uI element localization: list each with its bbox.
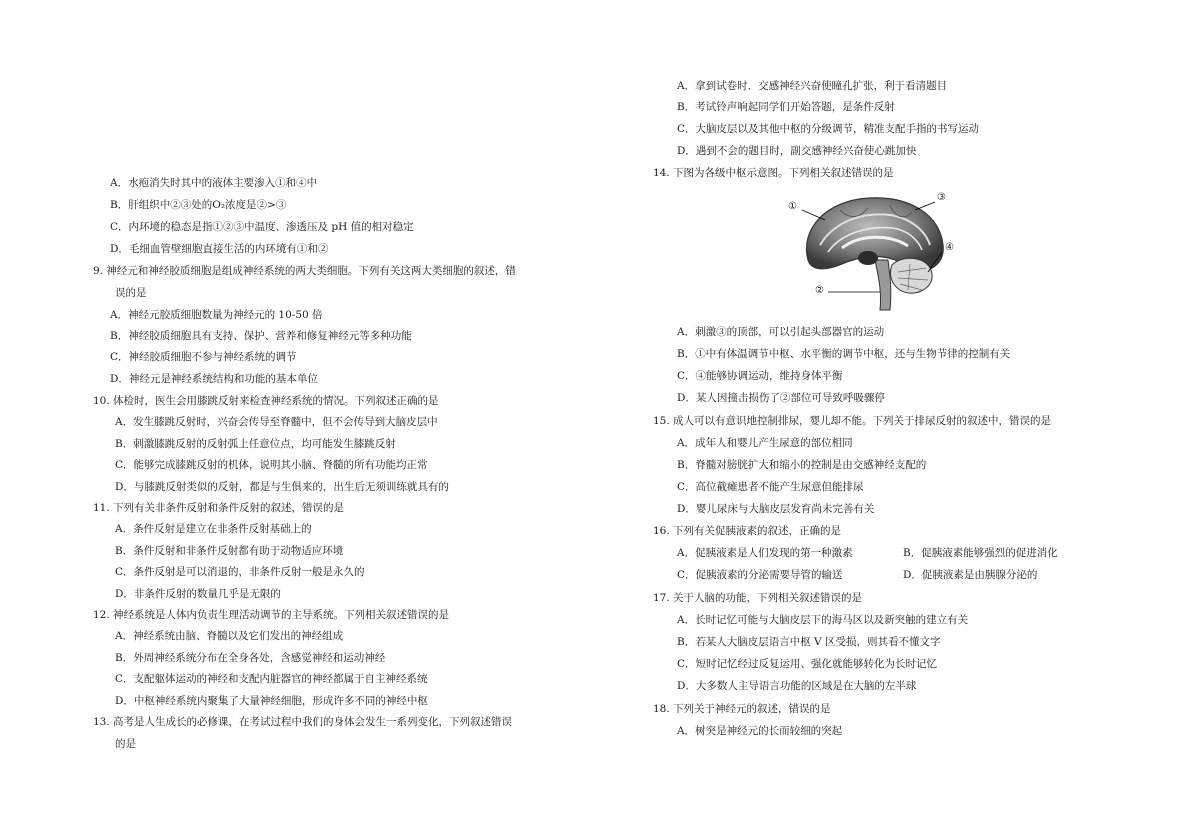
q12-option-c: C．支配躯体运动的神经和支配内脏器官的神经都属于自主神经系统 [115,673,428,685]
q15-option-a: A．成年人和婴儿产生尿意的部位相同 [677,437,853,449]
q14-option-c: C．④能够协调运动，维持身体平衡 [677,370,843,382]
q15-option-d: D．婴儿尿床与大脑皮层发育尚未完善有关 [677,503,875,515]
brain-label-3: ③ [937,192,946,203]
q15-option-b: B．脊髓对膀胱扩大和缩小的控制是由交感神经支配的 [677,459,927,471]
q17-option-a: A．长时记忆可能与大脑皮层下的海马区以及新突触的建立有关 [677,614,969,626]
q14-stem: 14. 下图为各级中枢示意图。下列相关叙述错误的是 [653,167,894,179]
q16-option-c: C．促胰液素的分泌需要导管的输送 [677,569,843,581]
q11-option-b: B．条件反射和非条件反射都有助于动物适应环境 [115,545,344,557]
q11-stem: 11. 下列有关非条件反射和条件反射的叙述，错误的是 [93,502,345,514]
q11-option-d: D．非条件反射的数量几乎是无限的 [115,588,281,600]
q8-option-a: A．水疱消失时其中的液体主要渗入①和④中 [110,177,318,189]
brain-label-4: ④ [945,242,954,253]
q16-option-a: A．促胰液素是人们发现的第一种激素 [677,547,853,559]
q9-option-d: D．神经元是神经系统结构和功能的基本单位 [110,373,318,385]
q9-stem-cont: 误的是 [115,287,147,299]
q10-option-d: D．与膝跳反射类似的反射，都是与生俱来的，出生后无须训练就具有的 [115,481,449,493]
q12-option-a: A．神经系统由脑、脊髓以及它们发出的神经组成 [115,630,344,642]
q11-option-c: C．条件反射是可以消退的，非条件反射一般是永久的 [115,566,365,578]
q10-option-c: C．能够完成膝跳反射的机体，说明其小脑、脊髓的所有功能均正常 [115,459,428,471]
q14-option-b: B．①中有体温调节中枢、水平衡的调节中枢，还与生物节律的控制有关 [677,348,1011,360]
brain-label-2: ② [815,285,824,296]
q9-option-c: C．神经胶质细胞不参与神经系统的调节 [110,351,297,363]
q16-option-b: B．促胰液素能够强烈的促进消化 [903,547,1058,559]
q13-stem: 13. 高考是人生成长的必修课，在考试过程中我们的身体会发生一系列变化，下列叙述错误 [93,716,513,728]
q11-option-a: A．条件反射是建立在非条件反射基础上的 [115,523,312,535]
q10-stem: 10. 体检时，医生会用膝跳反射来检查神经系统的情况。下列叙述正确的是 [93,395,439,407]
q15-stem: 15. 成人可以有意识地控制排尿，婴儿却不能。下列关于排尿反射的叙述中，错误的是 [653,415,1052,427]
q13-option-d: D．遇到不会的题目时，副交感神经兴奋使心跳加快 [677,145,917,157]
q10-option-b: B．刺激膝跳反射的反射弧上任意位点，均可能发生膝跳反射 [115,438,396,450]
q14-option-d: D．某人因撞击损伤了②部位可导致呼吸骤停 [677,392,885,404]
q15-option-c: C．高位截瘫患者不能产生尿意但能排尿 [677,481,864,493]
q17-option-b: B．若某人大脑皮层语言中枢 V 区受损，则其看不懂文字 [677,636,941,648]
q16-stem: 16. 下列有关促胰液素的叙述，正确的是 [653,525,842,537]
brain-label-1: ① [788,201,797,212]
q17-option-d: D．大多数人主导语言功能的区域是在大脑的左半球 [677,680,917,692]
q10-option-a: A．发生膝跳反射时，兴奋会传导至脊髓中，但不会传导到大脑皮层中 [115,416,438,428]
q9-option-b: B．神经胶质细胞具有支持、保护、营养和修复神经元等多种功能 [110,330,412,342]
q14-option-a: A．刺激③的顶部，可以引起头部器官的运动 [677,326,885,338]
q13-option-c: C．大脑皮层以及其他中枢的分级调节，精准支配手指的书写运动 [677,123,980,135]
q17-stem: 17. 关于人脑的功能，下列相关叙述错误的是 [653,592,863,604]
q8-option-c: C．内环境的稳态是指①②③中温度、渗透压及 pH 值的相对稳定 [110,221,414,233]
q8-option-b: B．肝组织中②③处的O₂浓度是②>③ [110,199,287,211]
brain-diagram-image [780,190,960,315]
q18-stem: 18. 下列关于神经元的叙述，错误的是 [653,703,831,715]
q8-option-d: D．毛细血管壁细胞直接生活的内环境有①和② [110,243,329,255]
q9-stem: 9. 神经元和神经胶质细胞是组成神经系统的两大类细胞。下列有关这两大类细胞的叙述，错 [93,265,516,277]
q13-stem-cont: 的是 [115,738,136,750]
q12-option-b: B．外周神经系统分布在全身各处，含感觉神经和运动神经 [115,652,386,664]
q18-option-a: A．树突是神经元的长而较细的突起 [677,725,843,737]
q12-option-d: D．中枢神经系统内聚集了大量神经细胞，形成许多不同的神经中枢 [115,695,428,707]
q13-option-a: A．拿到试卷时．交感神经兴奋使瞳孔扩张，利于看清题目 [677,80,948,92]
q12-stem: 12. 神经系统是人体内负责生理活动调节的主导系统。下列相关叙述错误的是 [93,609,450,621]
q17-option-c: C．短时记忆经过反复运用、强化就能够转化为长时记忆 [677,658,938,670]
q9-option-a: A．神经元胶质细胞数量为神经元的 10-50 倍 [110,309,323,321]
q16-option-d: D．促胰液素是由胰腺分泌的 [903,569,1038,581]
q13-option-b: B．考试铃声响起同学们开始答题，是条件反射 [677,101,895,113]
